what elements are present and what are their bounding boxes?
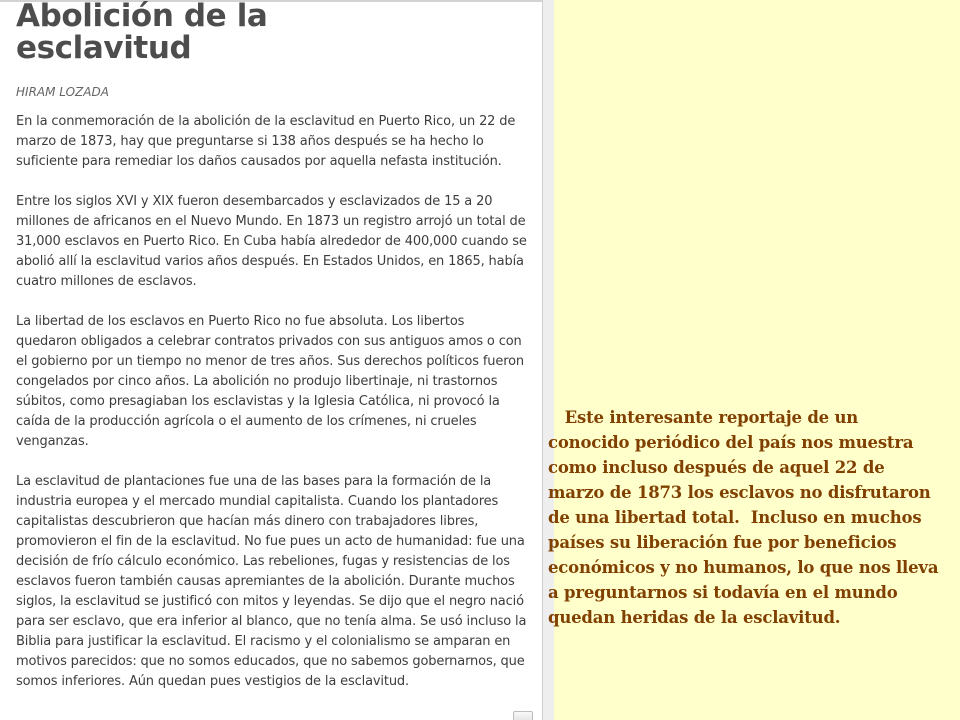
article-paragraph-2: Entre los siglos XVI y XIX fueron desembarcados y esclavizados de 15 a 20 millones de africanos en el Nuevo Mundo. En 1873 un registro arrojó un total de 31,000 esclavos en Puerto Rico. En Cuba había alrededor de 400,000 cuando se abolió allí la esclavitud varios años después. En Estados Unidos, en 1865, había cuatro millones de esclavos. — [16, 194, 527, 289]
article-paragraph-3: La libertad de los esclavos en Puerto Rico no fue absoluta. Los libertos quedaron obligados a celebrar contratos privados con sus antiguos amos o con el gobierno por un tiempo no menor de tres años. Sus derechos políticos fueron congelados por cinco años. La abolición no produjo libertinaje, ni trastornos súbitos, como presagiaban los esclavistas y la Iglesia Católica, ni provocó la caída de la producción agrícola o el aumento de los crímenes, ni crueles venganzas. — [16, 314, 525, 449]
commentary-text: Este interesante reportaje de un conocido periódico del país nos muestra como incluso después de aquel 22 de marzo de 1873 los esclavos no disfrutaron de una libertad total. Incluso en muchos países su liberación fue por beneficios económicos y no humanos, lo que nos lleva a preguntarnos si todavía en el mundo quedan heridas de la esclavitud. — [548, 408, 939, 627]
article-paragraph-1: En la conmemoración de la abolición de la esclavitud en Puerto Rico, un 22 de marzo de 1873, hay que preguntarse si 138 años después se ha hecho lo suficiente para remediar los daños causados por aquella nefasta institución. — [16, 114, 516, 169]
scroll-corner-icon[interactable] — [513, 711, 533, 720]
article-author: HIRAM LOZADA — [16, 85, 109, 99]
article-title: Abolición de la esclavitud — [16, 0, 268, 66]
article — [16, 0, 528, 712]
article-body — [16, 112, 528, 692]
article-paragraph-4: La esclavitud de plantaciones fue una de las bases para la formación de la industria europea y el mercado mundial capitalista. Cuando los plantadores capitalistas descubrieron que hacían más dinero con trabajadores libres, promovieron el fin de la esclavitud. No fue pues un acto de humanidad: fue una decisión de frío cálculo económico. Las rebeliones, fugas y resistencias de los esclavos fueron también causas apremiantes de la abolición. Durante muchos siglos, la esclavitud se justificó con mitos y leyendas. Se dijo que el negro nació para ser esclavo, que era inferior al blanco, que no tenía alma. Se usó incluso la Biblia para justificar la esclavitud. El racismo y el colonialismo se amparan en motivos parecidos: que no somos educados, que no sabemos gobernarnos, que somos inferiores. Aún quedan pues vestigios de la esclavitud. — [16, 474, 527, 689]
